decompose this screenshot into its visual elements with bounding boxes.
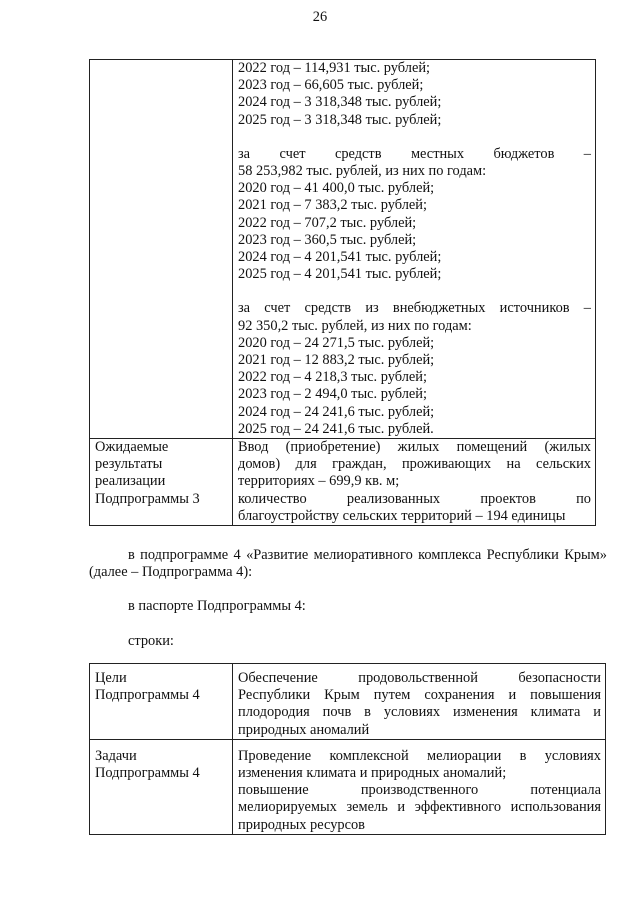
financing-federal-continued xyxy=(238,60,591,129)
text-line: 2024 год – 4 201,541 тыс. рублей; xyxy=(238,249,442,266)
text-line: 2025 год – 3 318,348 тыс. рублей; xyxy=(238,111,442,128)
text-line: 2024 год – 24 241,6 тыс. рублей; xyxy=(238,403,435,420)
text-line: 2024 год – 3 318,348 тыс. рублей; xyxy=(238,94,442,111)
text-line: изменения климата и природных аномалий; xyxy=(238,765,507,782)
text-line: Республики Крым путем сохранения и повышения xyxy=(238,687,601,704)
table-row-financing-continued xyxy=(90,60,596,439)
row-label-line: Подпрограммы 4 xyxy=(95,687,200,704)
table-row-expected-results xyxy=(90,439,596,526)
row-value-cell xyxy=(233,439,596,526)
text-line: 2022 год – 114,931 тыс. рублей; xyxy=(238,60,431,76)
text-line: 2021 год – 12 883,2 тыс. рублей; xyxy=(238,352,435,369)
text-line: 2023 год – 360,5 тыс. рублей; xyxy=(238,231,417,248)
financing-local-budgets xyxy=(238,146,591,284)
text-line: 2020 год – 41 400,0 тыс. рублей; xyxy=(238,180,435,197)
row-label-cell xyxy=(90,60,233,439)
text-line: природных аномалий xyxy=(238,721,370,738)
text-line: территориях – 699,9 кв. м; xyxy=(238,473,400,490)
text-line: домов) для граждан, проживающих на сельских xyxy=(238,456,591,473)
text-line: 2023 год – 66,605 тыс. рублей; xyxy=(238,77,424,94)
text-line: за счет средств местных бюджетов – xyxy=(238,145,591,162)
paragraph-rows-heading: строки: xyxy=(128,633,174,649)
text-line: 2022 год – 707,2 тыс. рублей; xyxy=(238,214,417,231)
text-line: 2025 год – 24 241,6 тыс. рублей. xyxy=(238,420,434,437)
text-line: 2020 год – 24 271,5 тыс. рублей; xyxy=(238,334,435,351)
text-line: 2023 год – 2 494,0 тыс. рублей; xyxy=(238,386,427,403)
text-line: Ввод (приобретение) жилых помещений (жилых xyxy=(238,439,591,456)
row-label-line: Ожидаемые xyxy=(95,439,169,456)
passport-table-subprogram-4 xyxy=(89,663,606,835)
text-line: 58 253,982 тыс. рублей, из них по годам: xyxy=(238,163,487,180)
row-value-cell xyxy=(233,664,606,740)
text-line: за счет средств из внебюджетных источников – xyxy=(238,300,591,317)
text-line: мелиорируемых земель и эффективного использования xyxy=(238,799,601,816)
row-label-line: Подпрограммы 3 xyxy=(95,490,200,507)
table-row-goals xyxy=(90,664,606,740)
row-label-cell xyxy=(90,439,233,526)
text-line: 92 350,2 тыс. рублей, из них по годам: xyxy=(238,317,472,334)
paragraph-subprogram-4-intro: в подпрограмме 4 «Развитие мелиоративного комплекса Республики Крым» (далее – Подпрограмма 4): xyxy=(89,547,607,581)
text-line: Проведение комплексной мелиорации в условиях xyxy=(238,747,601,764)
row-label-line: Задачи xyxy=(95,747,137,764)
text-line: благоустройству сельских территорий – 194 единицы xyxy=(238,507,566,524)
financing-extrabudgetary xyxy=(238,300,591,438)
row-label-line: результаты xyxy=(95,456,163,473)
paragraph-passport-heading: в паспорте Подпрограммы 4: xyxy=(128,598,306,614)
text-line: природных ресурсов xyxy=(238,816,365,833)
table-row-tasks xyxy=(90,739,606,834)
row-label-line: Подпрограммы 4 xyxy=(95,765,200,782)
passport-table-subprogram-3 xyxy=(89,59,596,526)
page-number: 26 xyxy=(312,9,328,25)
row-label-cell xyxy=(90,739,233,834)
text-line: Обеспечение продовольственной безопасности xyxy=(238,670,601,686)
text-line: плодородия почв в условиях изменения климата и xyxy=(238,704,601,721)
row-label-line: Цели xyxy=(95,670,127,686)
row-value-cell xyxy=(233,60,596,439)
text-line: повышение производственного потенциала xyxy=(238,782,601,799)
text-line: количество реализованных проектов по xyxy=(238,490,591,507)
row-label-cell xyxy=(90,664,233,740)
text-line: 2022 год – 4 218,3 тыс. рублей; xyxy=(238,369,427,386)
row-value-cell xyxy=(233,739,606,834)
text-line: 2021 год – 7 383,2 тыс. рублей; xyxy=(238,197,427,214)
text-line: 2025 год – 4 201,541 тыс. рублей; xyxy=(238,266,442,283)
row-label-line: реализации xyxy=(95,473,166,490)
